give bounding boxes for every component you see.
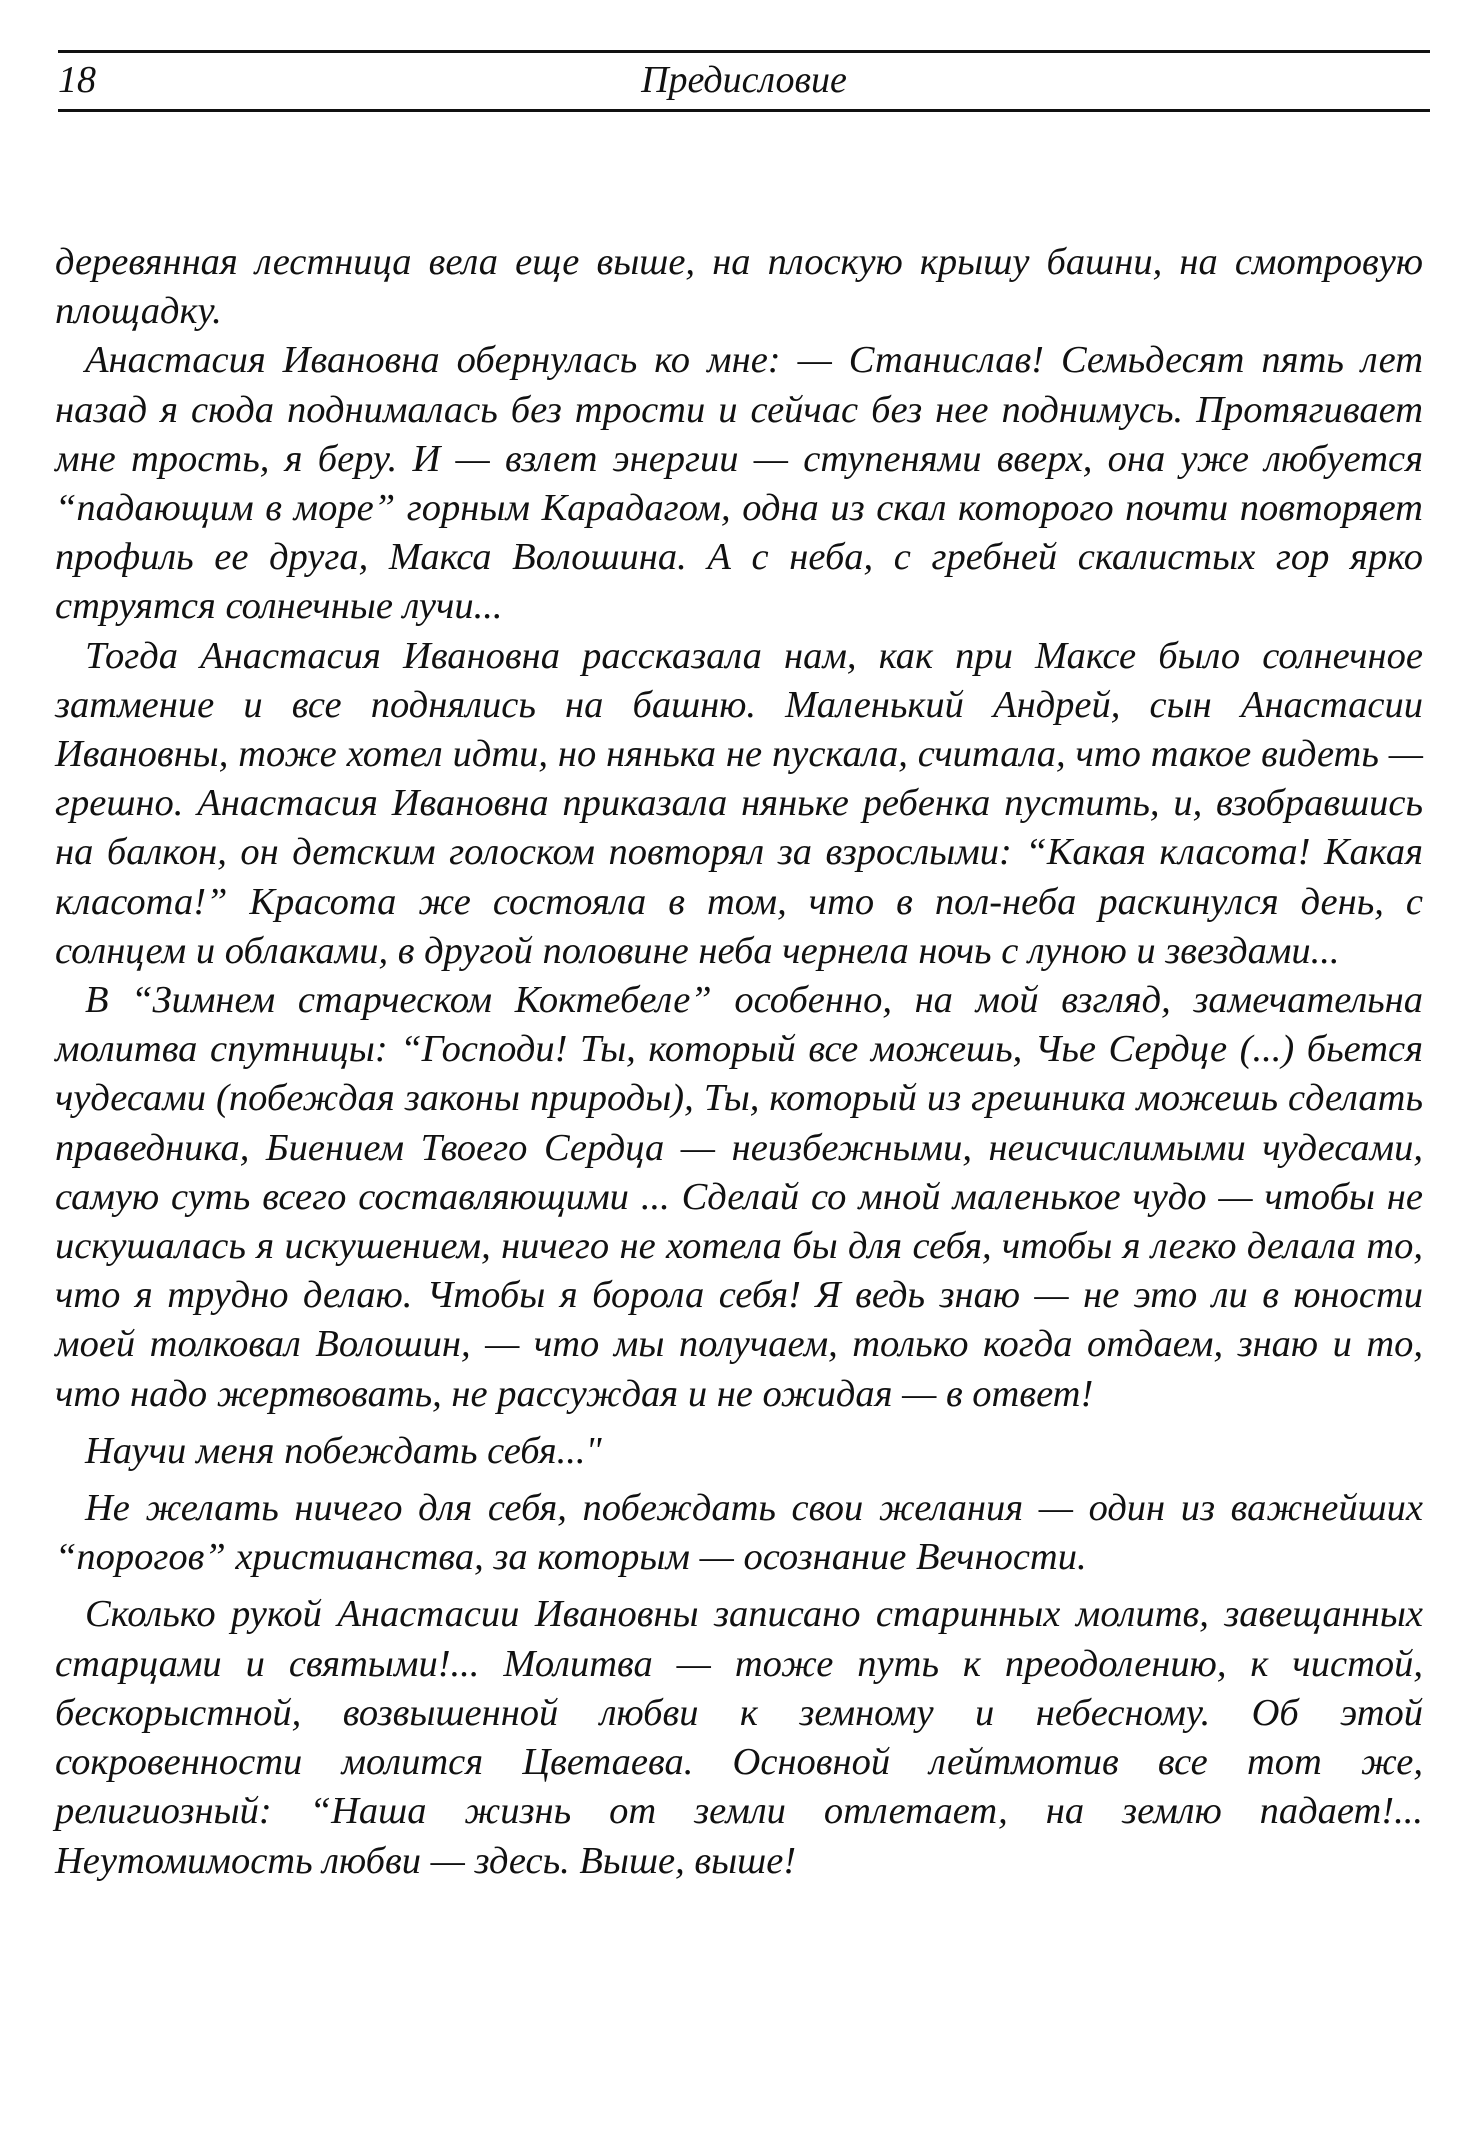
paragraph: Научи меня побеждать себя..." (85, 1429, 602, 1472)
paragraph: деревянная лестница вела еще выше, на плоскую крышу башни, на смотровую площадку. (55, 241, 1423, 333)
body-text (55, 238, 1423, 1886)
page-header (58, 50, 1430, 112)
paragraph: Не желать ничего для себя, побеждать свои желания — один из важнейших “порогов” христианства, за которым — осознание Вечности. (55, 1487, 1423, 1579)
header-top-rule (58, 50, 1430, 53)
page-number: 18 (58, 59, 96, 101)
running-title: Предисловие (641, 59, 847, 101)
paragraph: В “Зимнем старческом Коктебеле” особенно, на мой взгляд, замечательна молитва спутницы: “Господи! Ты, который все можешь, Чье Сердце (...) бьется чудесами (побеждая законы природы), Ты, который из грешника можешь сделать праведника, Биением Твоего Сердца — неизбежными, неисчислимыми чудесами, самую суть всего составляющими ... Сделай со мной маленькое чудо — чтобы не искушалась я искушением, ничего не хотела бы для себя, чтобы я легко делала то, что я трудно делаю. Чтобы я борола себя! Я ведь знаю — не это ли в юности моей толковал Волошин, — что мы получаем, только когда отдаем, знаю и то, что надо жертвовать, не рассуждая и не ожидая — в ответ! (55, 979, 1423, 1415)
paragraph: Сколько рукой Анастасии Ивановны записано старинных молитв, завещанных старцами и святыми!... Молитва — тоже путь к преодолению, к чистой, бескорыстной, возвышенной любви к земному и небесному. Об этой сокровенности молится Цветаева. Основной лейтмотив все тот же, религиозный: “Наша жизнь от земли отлетает, на землю падает!... Неутомимость любви — здесь. Выше, выше! (55, 1593, 1423, 1882)
paragraph: Анастасия Ивановна обернулась ко мне: — Станислав! Семьдесят пять лет назад я сюда поднималась без трости и сейчас без нее поднимусь. Протягивает мне трость, я беру. И — взлет энергии — ступенями вверх, она уже любуется “падающим в море” горным Карадагом, одна из скал которого почти повторяет профиль ее друга, Макса Волошина. А с неба, с гребней скалистых гор ярко струятся солнечные лучи... (55, 339, 1423, 628)
header-bottom-rule (58, 109, 1430, 112)
paragraph: Тогда Анастасия Ивановна рассказала нам, как при Максе было солнечное затмение и все поднялись на башню. Маленький Андрей, сын Анастасии Ивановны, тоже хотел идти, но нянька не пускала, считала, что такое видеть — грешно. Анастасия Ивановна приказала няньке ребенка пустить, и, взобравшись на балкон, он детским голоском повторял за взрослыми: “Какая класота! Какая класота!” Красота же состояла в том, что в пол-неба раскинулся день, с солнцем и облаками, в другой половине неба чернела ночь с луною и звездами... (55, 634, 1423, 972)
